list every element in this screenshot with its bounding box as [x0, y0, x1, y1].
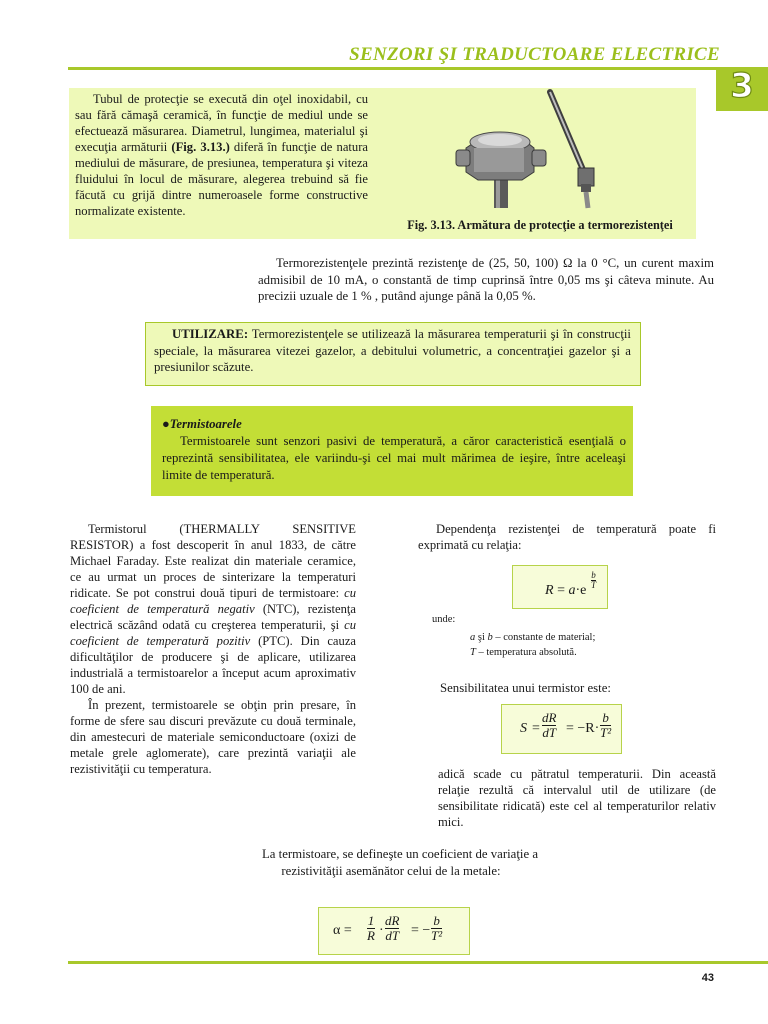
coefficient-paragraph: La termistoare, se defineşte un coeficient de variaţie a rezistivităţii asemănător celui de la metale:: [261, 847, 539, 878]
bullet-icon: ●: [162, 417, 170, 431]
definition-constants: a şi b – constante de material;: [470, 632, 596, 643]
utilizare-paragraph: UTILIZARE: Termorezistenţele se utilizează la măsurarea temperaturii şi în construcţii speciale, la măsurarea vitezei gazelor, a debitului volumetric, a concentraţiei gazelor şi a presiunilor scăzute.: [154, 327, 631, 374]
utilizare-label: UTILIZARE:: [172, 327, 249, 341]
thermowell-right: [550, 92, 594, 208]
where-label: unde:: [432, 614, 456, 625]
figure-reference: (Fig. 3.13.): [171, 140, 230, 154]
chapter-title: SENZORI ŞI TRADUCTOARE ELECTRICE: [349, 44, 720, 65]
thermowell-left: [456, 132, 546, 208]
footer-rule: [68, 961, 768, 964]
figure-caption: Fig. 3.13. Armătura de protecţie a termorezistenţei: [407, 218, 673, 232]
intro-paragraph: Tubul de protecţie se execută din oţel inoxidabil, cu sau fără cămaşă ceramică, în funcţie de mediul unde se efectuează măsurarea. Diametrul, lungimea, materialul şi execuţia armăturii (Fig. 3.13.) diferă în funcţie de natura mediului de măsurare, de presiunea, temperatura şi viteza fluidului în locul de măsurare, alegerea trebuind să fie făcută cu grijă dintre numeroasele forme constructive normalizate existente.: [75, 92, 368, 218]
dependence-paragraph: Dependenţa rezistenţei de temperatură poate fi exprimată cu relaţia:: [418, 522, 716, 552]
termistoare-section: [162, 416, 626, 484]
termistoare-heading: Termistoarele: [169, 417, 242, 431]
sensitivity-explanation: adică scade cu pătratul temperaturii. Din această relaţie rezultă că intervalul util de utilizare (de sensibilitate ridicată) este cel al temperaturilor relativ mici.: [438, 767, 716, 829]
header-rule: [68, 67, 716, 70]
page-number: 43: [701, 972, 714, 984]
specs-paragraph: Termorezistenţele prezintă rezistenţe de (25, 50, 100) Ω la 0 °C, un curent maxim admisibil de 10 mA, o constantă de timp cuprinsă între 0,05 ms şi câteva minute. Au precizii uzuale de 1 % , putând ajunge până la 0,05 %.: [258, 256, 714, 303]
left-column: Termistorul (THERMALLY SENSITIVE RESISTOR) a fost descoperit în anul 1833, de către Michael Faraday. Este realizat din materiale ceramice, ce au urmat un proces de sinterizare la temperaturi ridicate. Se pot construi două tipuri de termistoare: cu coeficient de temperatură negativ (NTC), rezistenţa electrică scăzând odată cu creşterea temperaturii, şi cu coeficient de temperatură pozitiv (PTC). Din cauza dificultăţilor de producere şi de aplicare, utilizarea industrială a termistoarelor a început acum aproximativ 100 de ani. În prezent, termistoarele se obţin prin presare, în forme de sfere sau discuri prevăzute cu două terminale, din amestecuri de materiale semiconductoare (oxizi de metale grele aglomerate), care prezintă variaţii ale rezistivităţii cu temperatura.: [70, 522, 356, 776]
chapter-number: 3: [730, 66, 754, 106]
thermowell-figure: [384, 86, 696, 216]
formula-sensitivity: S = dR dT = −R· b T²: [501, 704, 622, 754]
sensitivity-label: Sensibilitatea unui termistor este:: [440, 681, 611, 695]
formula-resistance: R = a·e b T: [512, 565, 608, 609]
formula-coefficient: α = 1 R · dR dT = − b T²: [318, 907, 470, 955]
termistoare-text: Termistoarele sunt senzori pasivi de temperatură, a căror caracteristică esenţială o reprezintă sensibilitatea, ele variindu-şi cel mai mult mărimea de ieşire, între aceleaşi limite de temperatură.: [162, 434, 626, 482]
definition-temperature: T – temperatura absolută.: [470, 647, 577, 658]
